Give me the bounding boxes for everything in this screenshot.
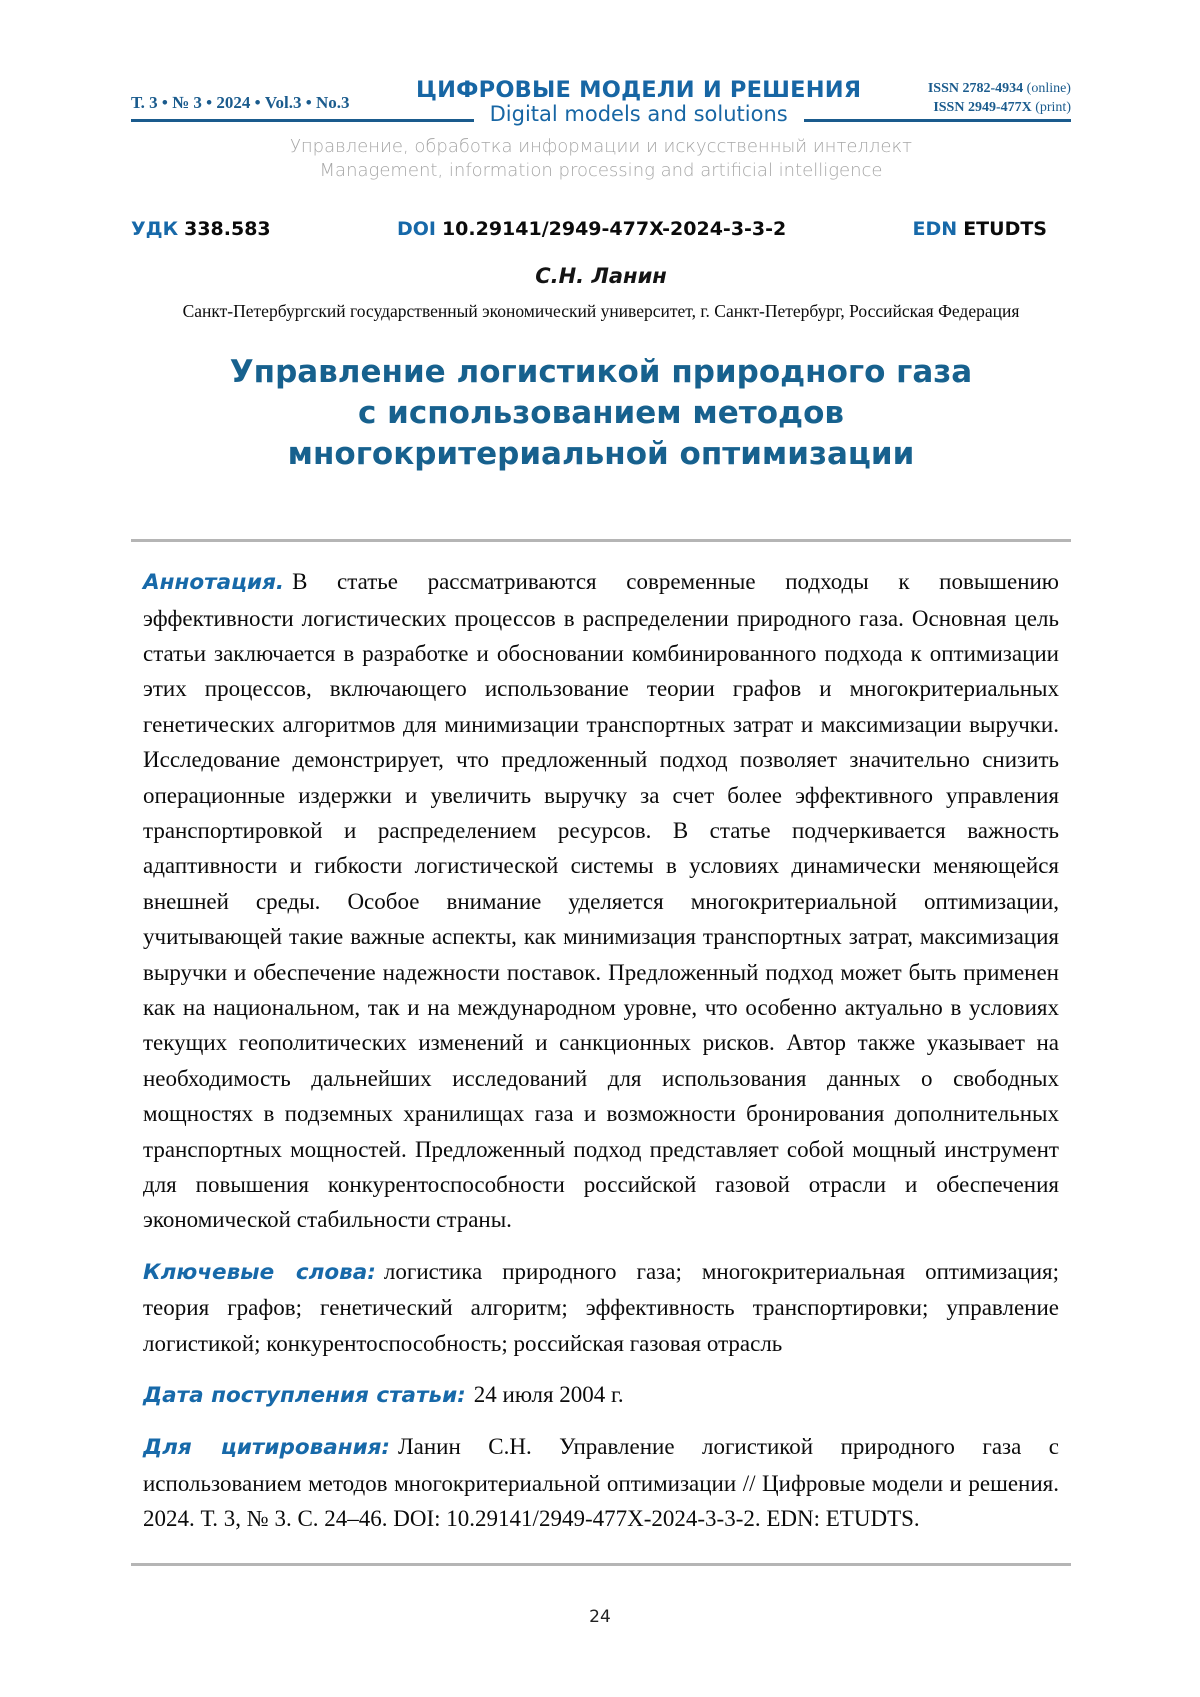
issn-print-suffix: (print) xyxy=(1035,99,1071,115)
affiliation: Санкт-Петербургский государственный экономический университет, г. Санкт-Петербург, Российская Федерация xyxy=(182,301,1020,322)
keywords-text: логистика природного газа; многокритериальная оптимизация; теория графов; генетический алгоритм; эффективность транспортировки; управление логистикой; конкурентоспособность; российская газовая отрасль xyxy=(143,1258,1060,1356)
abstract-label: Аннотация. xyxy=(143,570,285,596)
edn-label: EDN xyxy=(912,218,958,241)
journal-masthead xyxy=(131,78,1071,127)
edn-value: ETUDTS xyxy=(963,218,1047,241)
article-front-matter xyxy=(131,564,1071,1537)
journal-header xyxy=(131,78,1071,182)
received-paragraph xyxy=(143,1377,1059,1413)
article-title-line: с использованием методов xyxy=(357,395,844,432)
citation-text: Ланин С.Н. Управление логистикой природного газа с использованием методов многокритериальной оптимизации // Цифровые модели и решения. 2024. Т. 3, № 3. С. 24–46. DOI: 10.29141/2949-477X-2024-3-3-2. EDN: ETUDTS. xyxy=(143,1434,1060,1532)
citation-label: Для цитирования: xyxy=(143,1435,391,1461)
issn-online: ISSN 2782-4934 (online) xyxy=(927,80,1071,96)
author-name: С.Н. Ланин xyxy=(535,264,667,289)
doi-value: 10.29141/2949-477X-2024-3-3-2 xyxy=(441,218,787,241)
journal-title-block xyxy=(416,78,861,127)
edn-block xyxy=(913,218,1071,240)
citation-paragraph xyxy=(143,1429,1059,1536)
volume-info: Т. 3 • № 3 • 2024 • Vol.3 • No.3 xyxy=(131,92,350,112)
divider-bottom xyxy=(131,1563,1071,1566)
issn-online-suffix: (online) xyxy=(1026,80,1071,96)
abstract-text: В статье рассматриваются современные подходы к повышению эффективности логистических процессов в распределении природного газа. Основная цель статьи заключается в разработке и обосновании комбинированного подхода к оптимизации этих процессов, включающего использование теории графов и многокритериальных генетических алгоритмов для минимизации транспортных затрат и максимизации выручки. Исследование демонстрирует, что предложенный подход позволяет значительно снизить операционные издержки и увеличить выручку за счет более эффективного управления транспортировкой и распределением ресурсов. В статье подчеркивается важность адаптивности и гибкости логистической системы в условиях динамически меняющейся внешней среды. Особое внимание уделяется многокритериальной оптимизации, учитывающей такие важные аспекты, как минимизация транспортных затрат, максимизация выручки и обеспечение надежности поставок. Предложенный подход может быть применен как на национальном, так и на международном уровне, что особенно актуально в условиях текущих геополитических изменений и санкционных рисков. Автор также указывает на необходимость дальнейших исследований для использования данных о свободных мощностях в подземных хранилищах газа и возможности бронирования дополнительных транспортных мощностей. Предложенный подход представляет собой мощный инструмент для повышения конкурентоспособности российской газовой отрасли и обеспечения экономической стабильности страны. xyxy=(143,569,1059,1233)
doi-block xyxy=(271,218,913,240)
article-title-line: многокритериальной оптимизации xyxy=(287,436,915,473)
udk-value: 338.583 xyxy=(184,218,271,241)
keywords-paragraph xyxy=(143,1254,1059,1361)
doi-label: DOI xyxy=(396,218,436,241)
received-label: Дата поступления статьи: xyxy=(143,1383,466,1409)
journal-title-ru: ЦИФРОВЫЕ МОДЕЛИ И РЕШЕНИЯ xyxy=(416,77,862,103)
divider-top xyxy=(131,539,1071,542)
section-subtitle-ru: Управление, обработка информации и искусственный интеллект xyxy=(289,135,913,157)
page-number: 24 xyxy=(589,1607,611,1627)
journal-title-en: Digital models and solutions xyxy=(474,104,804,127)
received-value: 24 июля 2004 г. xyxy=(473,1382,624,1408)
section-subtitle xyxy=(131,135,1071,183)
section-subtitle-en: Management, information processing and artificial intelligence xyxy=(319,159,883,181)
udk-block xyxy=(131,218,271,240)
issn-print: ISSN 2949-477X (print) xyxy=(933,99,1071,115)
abstract-paragraph xyxy=(143,564,1059,1238)
article-title-line: Управление логистикой природного газа xyxy=(229,354,973,391)
article-title xyxy=(131,352,1071,475)
udk-label: УДК xyxy=(131,218,179,241)
article-meta-row xyxy=(131,218,1071,240)
keywords-label: Ключевые слова: xyxy=(143,1259,376,1285)
